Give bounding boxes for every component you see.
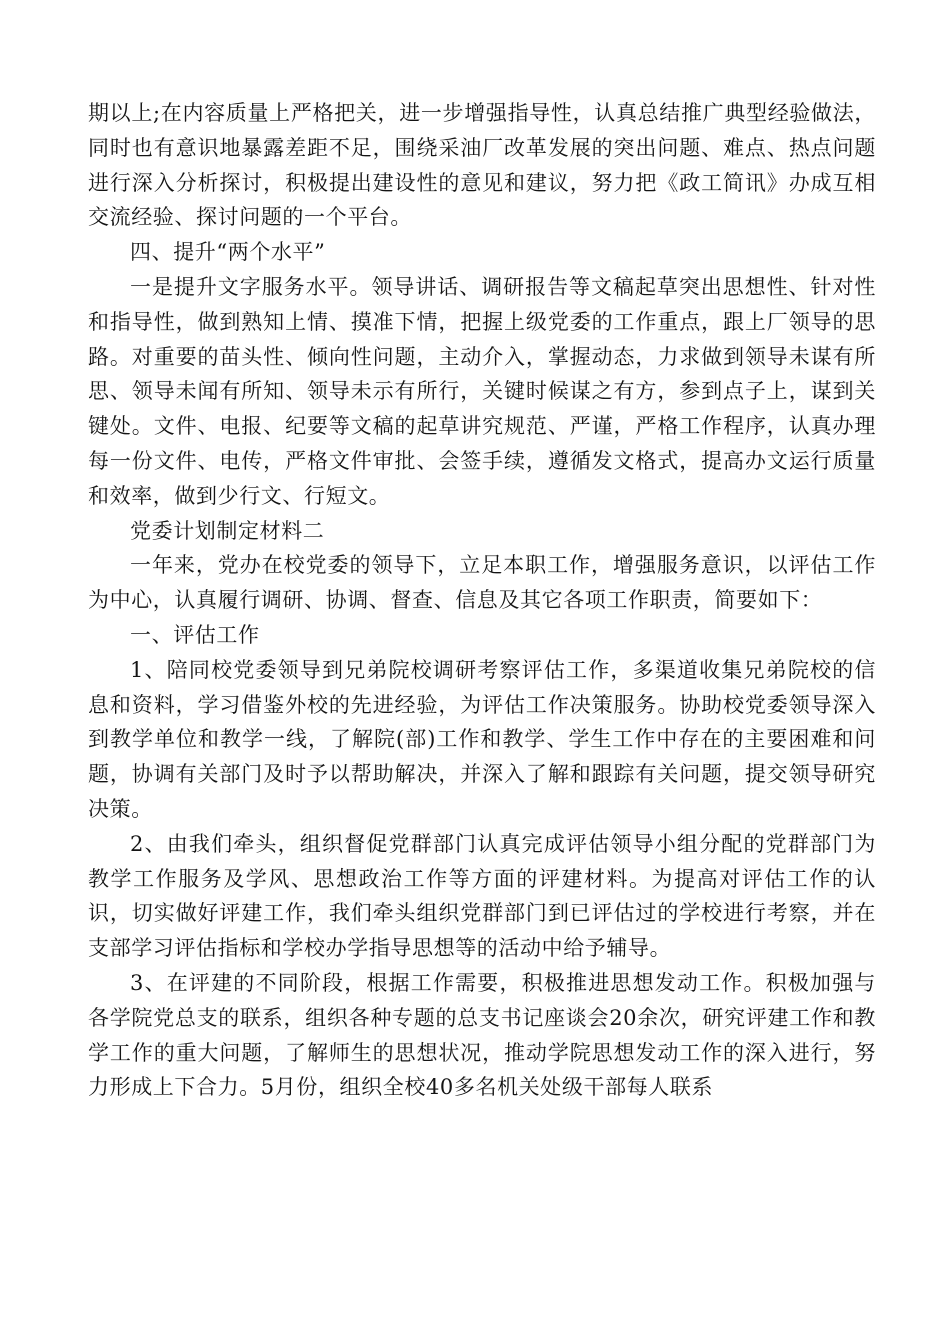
paragraph-continued-intro: 期以上;在内容质量上严格把关，进一步增强指导性，认真总结推广典型经验做法，同时也有意识地暴露差距不足，围绕采油厂改革发展的突出问题、难点、热点问题进行深入分析探讨，积极提出建设性的意见和建议，努力把《政工简讯》办成互相交流经验、探讨问题的一个平台。 [88, 101, 876, 230]
heading-material-two: 党委计划制定材料二 [130, 518, 325, 543]
paragraph-item-2: 2、由我们牵头，组织督促党群部门认真完成评估领导小组分配的党群部门为教学工作服务及学风、思想政治工作等方面的评建材料。为提高对评估工作的认识，切实做好评建工作，我们牵头组织党群部门到已评估过的学校进行考察，并在支部学习评估指标和学校办学指导思想等的活动中给予辅导。 [88, 831, 876, 961]
heading-evaluation-work: 一、评估工作 [130, 622, 260, 647]
paragraph-writing-service: 一是提升文字服务水平。领导讲话、调研报告等文稿起草突出思想性、针对性和指导性，做到熟知上情、摸准下情，把握上级党委的工作重点，跟上厂领导的思路。对重要的苗头性、倾向性问题，主动介入，掌握动态，力求做到领导未谋有所思、领导未闻有所知、领导未示有所行，关键时候谋之有方，参到点子上，谋到关键处。文件、电报、纪要等文稿的起草讲究规范、严谨，严格工作程序，认真办理每一份文件、电传，严格文件审批、会签手续，遵循发文格式，提高办文运行质量和效率，做到少行文、行短文。 [88, 274, 876, 508]
heading-section-four: 四、提升“两个水平” [130, 240, 326, 265]
paragraph-item-3: 3、在评建的不同阶段，根据工作需要，积极推进思想发动工作。积极加强与各学院党总支的联系，组织各种专题的总支书记座谈会20余次，研究评建工作和教学工作的重大问题，了解师生的思想状况，推动学院思想发动工作的深入进行，努力形成上下合力。5月份，组织全校40多名机关处级干部每人联系 [88, 970, 876, 1100]
paragraph-item-1: 1、陪同校党委领导到兄弟院校调研考察评估工作，多渠道收集兄弟院校的信息和资料，学习借鉴外校的先进经验，为评估工作决策服务。协助校党委领导深入到教学单位和教学一线，了解院(部)工作和教学、学生工作中存在的主要困难和问题，协调有关部门及时予以帮助解决，并深入了解和跟踪有关问题，提交领导研究决策。 [88, 657, 876, 821]
paragraph-year-summary: 一年来，党办在校党委的领导下，立足本职工作，增强服务意识，以评估工作为中心，认真履行调研、协调、督查、信息及其它各项工作职责，简要如下： [88, 553, 876, 613]
document-body [88, 96, 876, 1105]
